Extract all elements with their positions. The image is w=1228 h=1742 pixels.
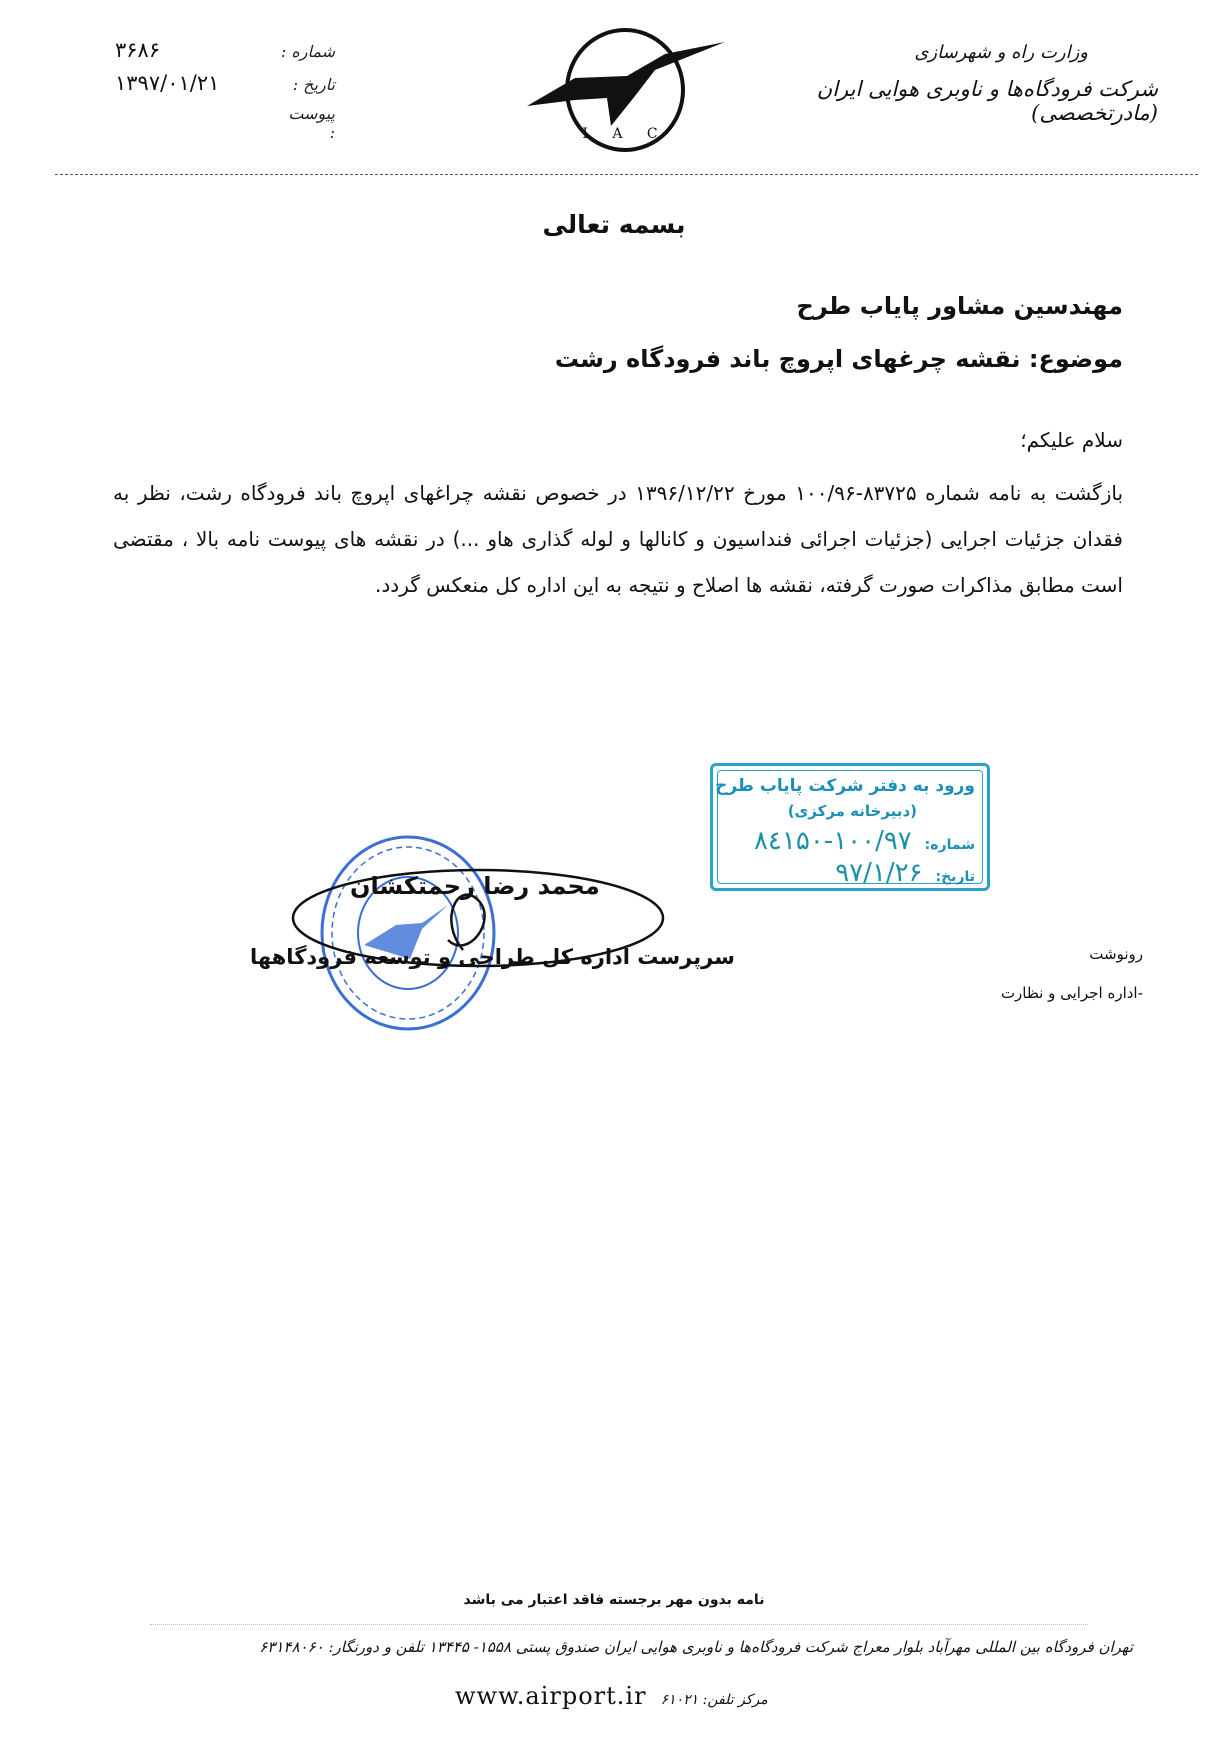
website-link[interactable]: www.airport.ir (455, 1682, 647, 1710)
number-value: ۳۶۸۶ (115, 38, 161, 62)
cc-label: رونوشت (1089, 945, 1143, 963)
footer-web (455, 1682, 768, 1710)
stamp-title: ورود به دفتر شرکت پایاب طرح (715, 776, 975, 796)
stamp-number-label: شماره: (924, 837, 975, 853)
organization-header (758, 42, 1158, 125)
stamp-number-value: ۱۰۰/۹۷-۸٤۱۵۰ (753, 826, 912, 856)
recipient: مهندسین مشاور پایاب طرح (796, 292, 1123, 320)
date-value: ۱۳۹۷/۰۱/۲۱ (115, 71, 220, 95)
meta-number-row (115, 38, 335, 71)
letter-body: بازگشت به نامه شماره ۸۳۷۲۵-۱۰۰/۹۶ مورخ ۱۳۹۶/۱۲/۲۲ در خصوص نقشه چراغهای اپروچ باند فرودگاه رشت، نظر به فقدان جزئیات اجرایی (جزئیات اجرائی فنداسیون و کانالها و لوله گذاری هاو ...) در نقشه های پیوست نامه بالا ، مقتضی است مطابق مذاکرات صورت گرفته، نقشه ها اصلاح و نتیجه به این اداره کل منعکس گردد. (113, 481, 1124, 597)
number-label: شماره : (280, 42, 335, 61)
header-divider (55, 174, 1198, 175)
signer-title: سرپرست اداره کل طراحی و توسعه فرودگاهها (250, 945, 735, 969)
meta-attachment-row (115, 104, 335, 142)
basmala: بسمه تعالی (542, 210, 686, 239)
inbox-stamp (710, 763, 990, 891)
logo-text: I A C (582, 126, 668, 142)
subject: موضوع: نقشه چرغهای اپروچ باند فرودگاه رشت (554, 345, 1123, 373)
meta-date-row (115, 71, 335, 104)
iac-logo-icon (515, 18, 735, 158)
signer-name: محمد رضا رحمتکشان (350, 872, 600, 900)
company-name: شرکت فرودگاه‌ها و ناوبری هوایی ایران (مادرتخصصی) (816, 77, 1158, 125)
footer-address: تهران فرودگاه بین المللی مهرآباد بلوار معراج شرکت فرودگاه‌ها و ناوبری هوایی ایران صندوق پستی ۱۵۵۸- ۱۳۴۴۵ تلفن و دورنگار: ۶۳۱۴۸۰۶۰ (259, 1638, 1133, 1656)
date-label: تاریخ : (292, 75, 335, 94)
stamp-number-row (754, 826, 975, 856)
footer-divider (150, 1624, 1088, 1625)
stamp-date-row (835, 858, 975, 888)
cc-item: -اداره اجرایی و نظارت (1000, 984, 1143, 1002)
footer-note: نامه بدون مهر برجسته فاقد اعتبار می باشد (463, 1592, 765, 1608)
attachment-label: پیوست : (288, 104, 335, 142)
stamp-date-label: تاریخ: (935, 869, 975, 885)
stamp-date-value: ۹۷/۱/۲۶ (835, 858, 923, 888)
letter-meta (115, 38, 335, 142)
greeting: سلام علیکم؛ (1020, 428, 1123, 452)
stamp-subtitle: (دبیرخانه مرکزی) (787, 802, 917, 820)
ministry-name: وزارت راه و شهرسازی (914, 42, 1088, 63)
call-center: مرکز تلفن: ۶۱۰۲۱ (660, 1692, 768, 1708)
